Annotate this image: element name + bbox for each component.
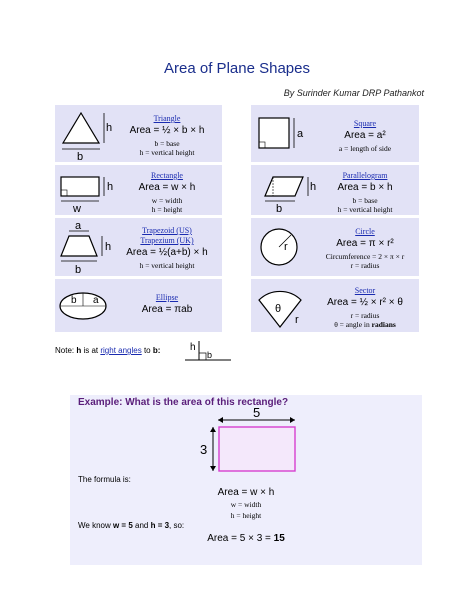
- right-angle-diagram: [183, 338, 233, 366]
- trapezoid-b-label: b: [75, 264, 82, 276]
- triangle-line-1: b = base: [154, 138, 180, 148]
- parallelogram-line-2: h = vertical height: [337, 204, 393, 214]
- example-width-label: 5: [253, 405, 261, 420]
- trapezoid-card: [55, 218, 222, 276]
- rectangle-line-2: h = height: [151, 204, 183, 214]
- square-card: [251, 105, 419, 162]
- rectangle-line-1: w = width: [151, 195, 183, 205]
- ellipse-name[interactable]: Ellipse: [155, 293, 179, 302]
- trapezoid-name-us[interactable]: Trapezoid (US): [142, 226, 192, 235]
- circle-line-2: r = radius: [350, 260, 380, 270]
- circle-formula: Area = π × r²: [336, 238, 394, 249]
- note-b-label: b: [207, 350, 213, 360]
- triangle-line-2: h = vertical height: [139, 147, 195, 157]
- square-formula: Area = a²: [344, 130, 386, 141]
- rectangle-w-label: w: [73, 203, 81, 215]
- triangle-b-label: b: [77, 151, 84, 162]
- parallelogram-card: [251, 165, 419, 215]
- circle-card: [251, 218, 419, 276]
- note-h-label: h: [190, 342, 196, 353]
- square-a-label: a: [297, 128, 304, 140]
- sector-formula: Area = ½ × r² × θ: [327, 297, 403, 308]
- sector-name[interactable]: Sector: [354, 286, 376, 295]
- right-angles-link[interactable]: right angles: [100, 346, 142, 355]
- rectangle-name[interactable]: Rectangle: [151, 171, 183, 180]
- trapezoid-line-1: h = vertical height: [139, 260, 195, 270]
- author-line: By Surinder Kumar DRP Pathankot: [283, 88, 424, 98]
- example-title: Example: What is the area of this rectangle?: [78, 397, 289, 408]
- sector-card: [251, 279, 419, 332]
- example-formula: Area = w × h: [217, 487, 275, 498]
- sector-line-2: θ = angle in radians: [334, 319, 396, 329]
- example-line-h: h = height: [230, 511, 262, 520]
- rectangle-formula: Area = w × h: [138, 182, 196, 193]
- example-height-label: 3: [200, 442, 208, 457]
- rectangle-h-label: h: [107, 181, 114, 193]
- ellipse-formula: Area = πab: [141, 304, 193, 315]
- formula-label: The formula is:: [78, 475, 131, 484]
- example-result: Area = 5 × 3 = 15: [207, 533, 285, 544]
- note-text: Note: h is at right angles to b:: [55, 346, 161, 355]
- triangle-card: [55, 105, 222, 162]
- ellipse-card: [55, 279, 222, 332]
- circle-name[interactable]: Circle: [355, 227, 375, 236]
- parallelogram-formula: Area = b × h: [337, 182, 393, 193]
- example-rectangle-diagram: [70, 395, 422, 475]
- triangle-name[interactable]: Triangle: [153, 114, 181, 123]
- trapezoid-name-uk[interactable]: Trapezium (UK): [140, 236, 194, 245]
- trapezoid-formula: Area = ½(a+b) × h: [126, 247, 208, 258]
- square-line-1: a = length of side: [338, 143, 392, 153]
- example-box: [70, 395, 422, 565]
- triangle-formula: Area = ½ × b × h: [129, 125, 205, 136]
- ellipse-b-label: b: [71, 295, 77, 306]
- page-title: Area of Plane Shapes: [164, 60, 310, 77]
- rectangle-card: [55, 165, 222, 215]
- parallelogram-h-label: h: [310, 181, 317, 193]
- example-rectangle: [219, 427, 295, 471]
- ellipse-a-label: a: [93, 295, 99, 306]
- example-know-line: We know w = 5 and h = 3, so:: [78, 521, 185, 530]
- sector-line-1: r = radius: [350, 310, 380, 320]
- circle-r-label: r: [284, 241, 288, 253]
- parallelogram-b-label: b: [276, 203, 283, 215]
- trapezoid-a-label: a: [75, 220, 82, 232]
- trapezoid-h-label: h: [105, 241, 112, 253]
- sector-theta-label: θ: [275, 303, 282, 315]
- sector-r-label: r: [295, 314, 299, 326]
- square-name[interactable]: Square: [353, 119, 377, 128]
- parallelogram-name[interactable]: Parallelogram: [342, 171, 388, 180]
- circle-line-1: Circumference = 2 × π × r: [325, 251, 405, 261]
- triangle-h-label: h: [106, 122, 113, 134]
- parallelogram-line-1: b = base: [352, 195, 378, 205]
- example-line-w: w = width: [230, 500, 262, 509]
